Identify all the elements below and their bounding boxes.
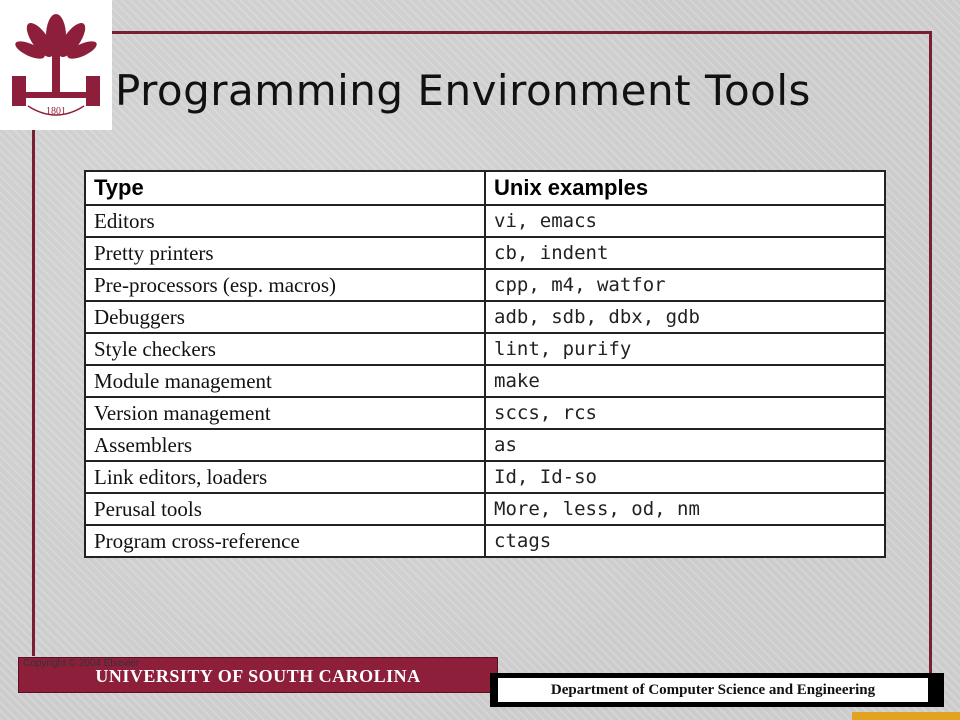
table-row (85, 269, 885, 301)
copyright-notice: Copyright © 2004 Elsevier (23, 658, 140, 669)
row-type: Link editors, loaders (85, 461, 485, 493)
row-examples: as (485, 429, 885, 461)
table-row (85, 333, 885, 365)
tools-table (84, 170, 886, 558)
frame-top-line (112, 31, 932, 34)
row-type: Style checkers (85, 333, 485, 365)
row-type: Pretty printers (85, 237, 485, 269)
department-name: Department of Computer Science and Engineering (498, 678, 928, 702)
row-type: Pre-processors (esp. macros) (85, 269, 485, 301)
row-type: Assemblers (85, 429, 485, 461)
university-logo (0, 0, 112, 130)
row-type: Module management (85, 365, 485, 397)
row-type: Version management (85, 397, 485, 429)
table-row (85, 397, 885, 429)
table-row (85, 237, 885, 269)
row-examples: adb, sdb, dbx, gdb (485, 301, 885, 333)
row-type: Debuggers (85, 301, 485, 333)
university-name: UNIVERSITY OF SOUTH CAROLINA (95, 666, 421, 686)
slide-title: Programming Environment Tools (115, 66, 811, 115)
row-examples: vi, emacs (485, 205, 885, 237)
row-examples: make (485, 365, 885, 397)
university-banner (18, 657, 498, 693)
row-examples: ctags (485, 525, 885, 557)
table-row (85, 205, 885, 237)
column-header-unix-examples: Unix examples (485, 171, 885, 205)
table-row (85, 493, 885, 525)
table-row (85, 365, 885, 397)
gold-accent-bar (852, 712, 960, 720)
logo-year: 1801 (46, 106, 66, 117)
row-type: Program cross-reference (85, 525, 485, 557)
row-examples: Id, Id-so (485, 461, 885, 493)
frame-right-line (929, 31, 932, 683)
table-row (85, 525, 885, 557)
table-row (85, 461, 885, 493)
table-row (85, 301, 885, 333)
frame-left-line (32, 130, 35, 656)
table-header-row (85, 171, 885, 205)
row-type: Perusal tools (85, 493, 485, 525)
table-row (85, 429, 885, 461)
column-header-type: Type (85, 171, 485, 205)
row-examples: cb, indent (485, 237, 885, 269)
row-examples: sccs, rcs (485, 397, 885, 429)
row-type: Editors (85, 205, 485, 237)
department-banner (490, 673, 944, 707)
row-examples: More, less, od, nm (485, 493, 885, 525)
palmetto-seal-icon (6, 6, 106, 124)
row-examples: cpp, m4, watfor (485, 269, 885, 301)
row-examples: lint, purify (485, 333, 885, 365)
